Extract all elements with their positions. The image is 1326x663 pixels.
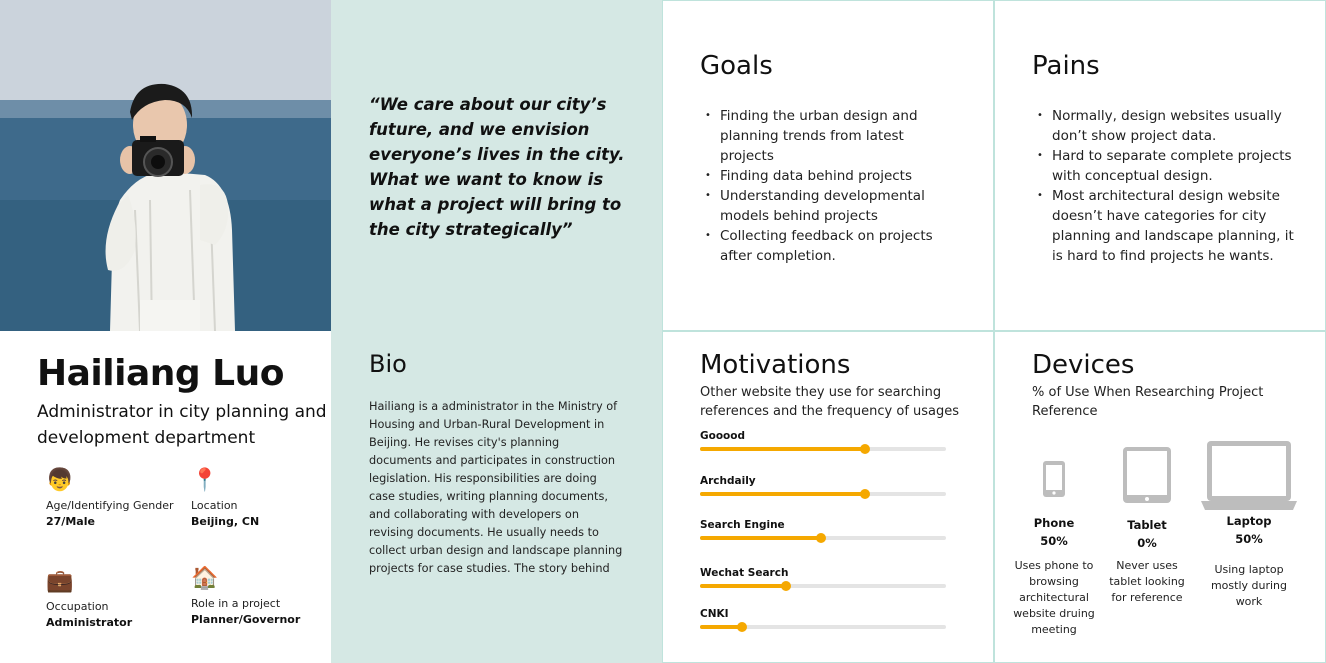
usage-bar-gooood: [700, 430, 946, 451]
device-percent: 0%: [1137, 536, 1157, 550]
list-item: • Understanding developmental models behind projects: [700, 186, 950, 226]
bar-label: Search Engine: [700, 519, 785, 531]
laptop-icon: [1201, 440, 1297, 512]
location-pin-icon: 📍: [191, 468, 219, 493]
fact-value: Administrator: [46, 616, 133, 629]
bar-fill: [700, 584, 786, 588]
fact-label: Role in a project: [191, 597, 281, 610]
bar-label: CNKI: [700, 608, 729, 620]
list-item: • Most architectural design website doesn’t have categories for city planning and landscape planning, it is hard to find projects he wants.: [1032, 186, 1302, 266]
persona-photo: [0, 0, 331, 331]
fact-label: Location: [191, 499, 238, 512]
bar-fill: [700, 492, 865, 496]
bar-knob: [737, 622, 747, 632]
fact-value: Planner/Governor: [191, 613, 301, 626]
pains-list: [1032, 106, 1302, 266]
bar-track: [700, 536, 946, 540]
bar-fill: [700, 447, 865, 451]
goals-title: Goals: [700, 51, 773, 81]
device-percent: 50%: [1040, 534, 1068, 548]
fact-label: Occupation: [46, 600, 109, 613]
person-icon: 👦: [46, 468, 74, 493]
house-icon: 🏠: [191, 566, 219, 591]
devices-title: Devices: [1032, 350, 1135, 380]
bar-knob: [860, 489, 870, 499]
fact-value: Beijing, CN: [191, 515, 260, 528]
bar-knob: [781, 581, 791, 591]
bar-track: [700, 492, 946, 496]
tablet-icon: [1122, 446, 1172, 504]
bar-label: Wechat Search: [700, 567, 789, 579]
device-laptop: [1200, 440, 1298, 610]
fact-value: 27/Male: [46, 515, 95, 528]
bar-label: Archdaily: [700, 475, 756, 487]
fact-label: Age/Identifying Gender: [46, 499, 174, 512]
fact-location: [191, 467, 331, 528]
device-name: Tablet: [1127, 518, 1167, 532]
device-description: Never uses tablet looking for reference: [1109, 559, 1185, 604]
usage-bar-wechat-search: [700, 567, 946, 588]
device-percent: 50%: [1235, 532, 1263, 546]
persona-quote: “We care about our city’s future, and we envision everyone’s lives in the city. What we want to know is what a project will bring to the city strategically”: [369, 95, 625, 239]
motivations-subtitle: Other website they use for searching references and the frequency of usages: [700, 385, 960, 419]
list-item: • Finding the urban design and planning trends from latest projects: [700, 106, 950, 166]
fact-age-gender: [46, 467, 186, 528]
pains-title: Pains: [1032, 51, 1100, 81]
bio-text: Hailiang is a administrator in the Ministry of Housing and Urban-Rural Development in Beijing. He revises city's planning documents and participates in construction legislation. His responsibilities are doing case studies, writing planning documents, and collaborating with developers on revising documents. He usually needs to collect urban design and landscape planning projects for case studies. The story behind: [369, 400, 623, 575]
bar-track: [700, 584, 946, 588]
quote-bio-panel: [331, 0, 662, 663]
devices-card: [994, 331, 1326, 663]
motivations-title: Motivations: [700, 350, 851, 380]
bar-knob: [860, 444, 870, 454]
goals-card: [662, 0, 994, 331]
device-tablet: [1105, 446, 1189, 606]
device-description: Uses phone to browsing architectural website druing meeting: [1013, 559, 1095, 636]
briefcase-icon: 💼: [46, 569, 74, 594]
list-item: • Finding data behind projects: [700, 166, 950, 186]
persona-title: Administrator in city planning and development department: [37, 402, 327, 448]
bar-label: Gooood: [700, 430, 745, 442]
device-description: Using laptop mostly during work: [1210, 563, 1288, 608]
usage-bar-archdaily: [700, 475, 946, 496]
bar-fill: [700, 536, 821, 540]
bar-track: [700, 625, 946, 629]
devices-subtitle: % of Use When Researching Project Reference: [1032, 385, 1264, 419]
fact-occupation: [46, 568, 186, 629]
usage-bar-search-engine: [700, 519, 946, 540]
bar-track: [700, 447, 946, 451]
usage-bar-cnki: [700, 608, 946, 629]
device-phone: [1010, 460, 1098, 638]
device-name: Laptop: [1226, 514, 1272, 528]
list-item: • Hard to separate complete projects with conceptual design.: [1032, 146, 1302, 186]
bio-title: Bio: [369, 350, 407, 378]
motivations-card: [662, 331, 994, 663]
device-name: Phone: [1033, 516, 1075, 530]
phone-icon: [1042, 460, 1066, 498]
pains-card: [994, 0, 1326, 331]
list-item: • Normally, design websites usually don’t show project data.: [1032, 106, 1302, 146]
profile-panel: [0, 331, 331, 663]
bar-fill: [700, 625, 742, 629]
goals-list: [700, 106, 950, 266]
list-item: • Collecting feedback on projects after completion.: [700, 226, 950, 266]
bar-knob: [816, 533, 826, 543]
persona-name: Hailiang Luo: [37, 353, 284, 394]
fact-role: [191, 565, 331, 626]
